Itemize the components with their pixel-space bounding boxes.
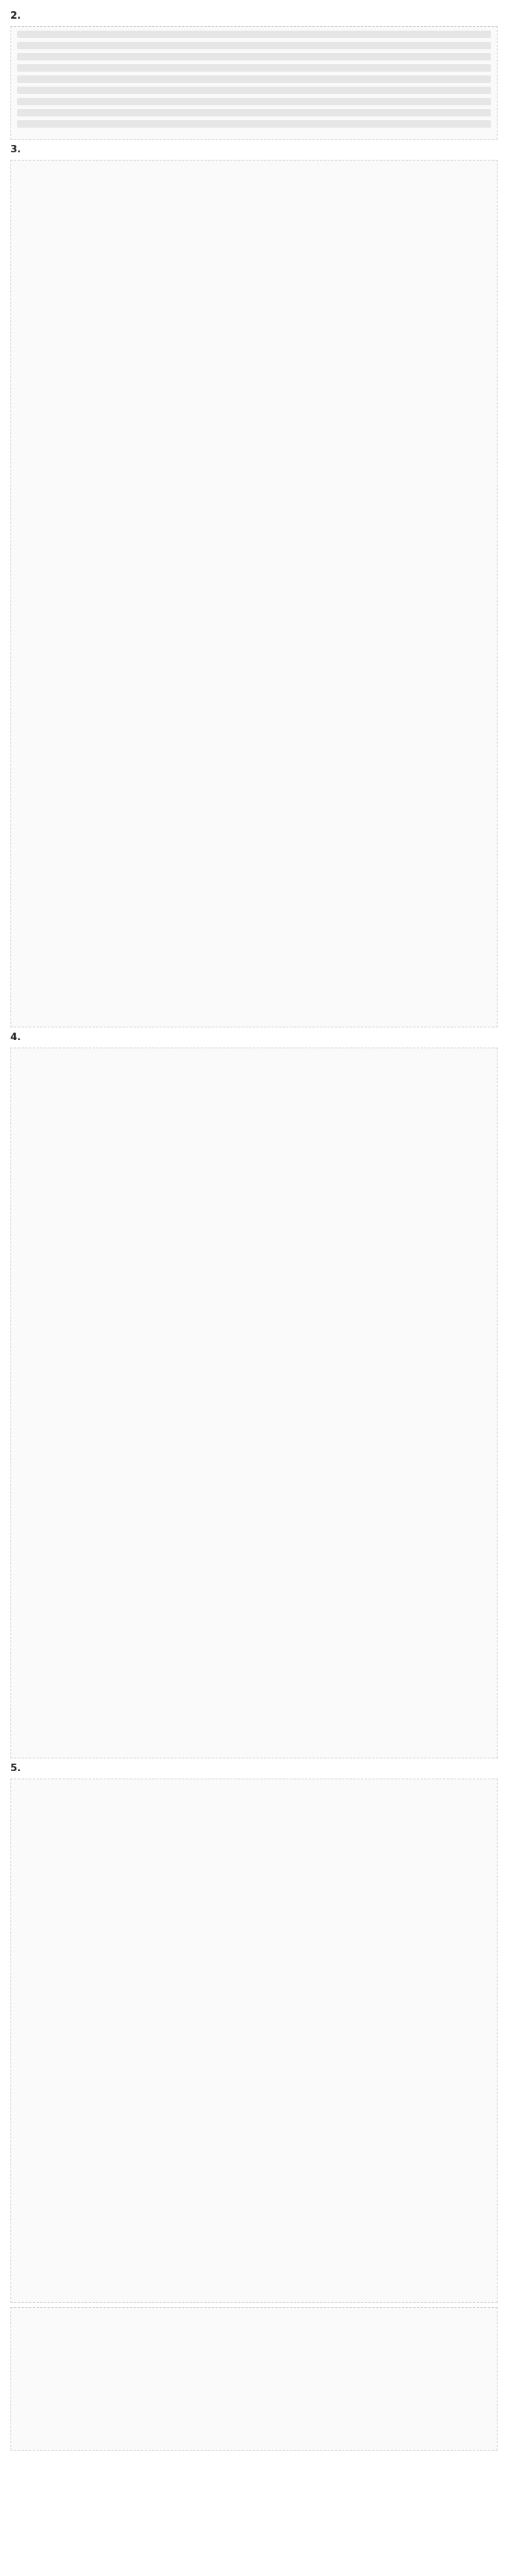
section-3-title: 3. <box>10 144 21 155</box>
section-3-body <box>10 160 498 1027</box>
section-2-title: 2. <box>10 10 21 22</box>
schedule-table-region <box>10 26 498 140</box>
section-4-body <box>10 1048 498 1758</box>
section-5-title: 5. <box>10 1763 21 1774</box>
section-5-body <box>10 1779 498 2303</box>
registry-table-region <box>10 2307 498 2451</box>
section-4-title: 4. <box>10 1032 21 1043</box>
